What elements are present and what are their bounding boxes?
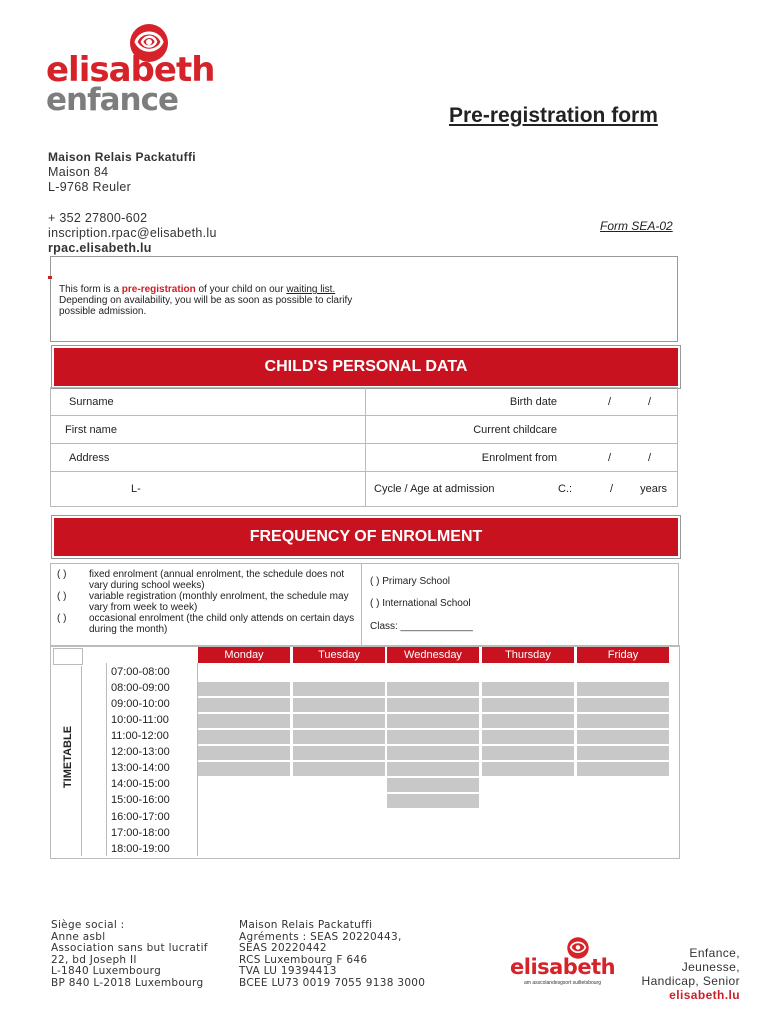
timetable-cell[interactable]	[577, 746, 669, 761]
variable-registration-checkbox[interactable]: ( )	[57, 591, 67, 602]
time-slot-label: 11:00-12:00	[111, 730, 169, 742]
timetable-cell[interactable]	[198, 730, 290, 745]
tagline-line1: Enfance, Jeunesse,	[681, 946, 740, 974]
timetable-cell[interactable]	[198, 698, 290, 713]
timetable-cell[interactable]	[482, 778, 574, 793]
notice-text	[59, 284, 359, 317]
timetable-cell[interactable]	[482, 698, 574, 713]
footer-logo-word: elisabeth	[510, 955, 616, 979]
tagline-website[interactable]: elisabeth.lu	[669, 988, 740, 1002]
international-school-option[interactable]: ( ) International School	[370, 598, 471, 609]
timetable-cell[interactable]	[577, 682, 669, 697]
timetable-side	[53, 666, 82, 856]
footer-mid-line: RCS Luxembourg F 646	[239, 953, 368, 966]
cycle-label: C.:	[558, 483, 573, 495]
time-slot-label: 16:00-17:00	[111, 811, 170, 823]
timetable-cell[interactable]	[293, 762, 385, 777]
enrolment-type-options	[50, 563, 362, 647]
brand-subname: enfance	[46, 82, 178, 118]
timetable-cell[interactable]	[293, 811, 385, 826]
time-slot-label: 17:00-18:00	[111, 827, 170, 839]
timetable-cell[interactable]	[387, 682, 479, 697]
form-number: Form SEA-02	[600, 219, 673, 233]
timetable-cell[interactable]	[293, 794, 385, 809]
notice-highlight: pre-registration	[121, 284, 196, 295]
timetable-cell[interactable]	[577, 762, 669, 777]
footer-left-line: 22, bd Joseph II	[51, 953, 137, 966]
time-slot-label: 13:00-14:00	[111, 762, 170, 774]
notice-marker	[48, 276, 52, 279]
timetable-cell[interactable]	[577, 827, 669, 842]
date-slash: /	[607, 452, 611, 464]
brand-name: elisabeth	[46, 50, 215, 90]
timetable-cell[interactable]	[482, 762, 574, 777]
timetable-cell[interactable]	[387, 843, 479, 858]
cycle-age-label: Cycle / Age at admission	[374, 483, 495, 495]
footer-left-line: Association sans but lucratif	[51, 942, 208, 954]
address-label: Address	[69, 451, 110, 464]
org-address-line1: Maison 84	[48, 165, 109, 179]
footer-mid-line: Maison Relais Packatuffi	[239, 919, 373, 931]
org-email[interactable]: inscription.rpac@elisabeth.lu	[48, 226, 217, 240]
timetable-cell[interactable]	[387, 811, 479, 826]
org-address-line2: L-9768 Reuler	[48, 180, 132, 194]
footer-left-line: L-1840 Luxembourg	[51, 965, 162, 977]
timetable-cell[interactable]	[387, 794, 479, 809]
timetable-cell[interactable]	[577, 698, 669, 713]
footer-tagline	[630, 946, 740, 1002]
time-slot-label: 10:00-11:00	[111, 714, 169, 726]
org-name: Maison Relais Packatuffi	[48, 150, 196, 164]
timetable-cell[interactable]	[198, 762, 290, 777]
personal-data-table	[50, 387, 678, 507]
footer-left-line: BP 840 L-2018 Luxembourg	[51, 976, 204, 989]
timetable-cell[interactable]	[198, 794, 290, 809]
timetable-cell[interactable]	[482, 794, 574, 809]
day-header-friday: Friday	[577, 647, 669, 663]
enrolment-from-field[interactable]	[366, 444, 678, 472]
timetable-cell[interactable]	[577, 666, 669, 681]
primary-school-option[interactable]: ( ) Primary School	[370, 576, 451, 587]
age-slash: /	[610, 483, 614, 495]
timetable-cell[interactable]	[482, 666, 574, 681]
timetable-cell[interactable]	[577, 843, 669, 858]
timetable-cell[interactable]	[293, 682, 385, 697]
timetable-cell[interactable]	[293, 666, 385, 681]
timetable-cell[interactable]	[198, 682, 290, 697]
enrolment-from-label: Enrolment from	[481, 452, 557, 464]
cycle-age-field[interactable]	[366, 472, 678, 507]
time-column	[106, 663, 198, 856]
org-website[interactable]: rpac.elisabeth.lu	[48, 241, 152, 255]
time-slot-label: 18:00-19:00	[111, 843, 170, 855]
variable-registration-label: variable registration (monthly enrolment, the schedule may vary from week to week)	[89, 591, 349, 613]
timetable-cell[interactable]	[577, 811, 669, 826]
timetable-cell[interactable]	[387, 698, 479, 713]
fixed-enrolment-checkbox[interactable]: ( )	[57, 569, 67, 580]
day-header-tuesday: Tuesday	[293, 647, 385, 663]
time-slot-label: 07:00-08:00	[111, 666, 170, 678]
timetable-cell[interactable]	[293, 746, 385, 761]
footer-left-line: Siège social :	[51, 919, 125, 931]
class-field[interactable]: Class: _____________	[370, 621, 473, 632]
first-name-label: First name	[65, 423, 117, 436]
date-slash: /	[647, 452, 651, 464]
timetable-cell[interactable]	[482, 746, 574, 761]
time-slot-label: 12:00-13:00	[111, 746, 170, 758]
years-label: years	[640, 483, 667, 495]
personal-data-header: CHILD'S PERSONAL DATA	[52, 346, 680, 388]
timetable-cell[interactable]	[198, 827, 290, 842]
timetable-cell[interactable]	[293, 730, 385, 745]
timetable-cell[interactable]	[293, 827, 385, 842]
timetable-cell[interactable]	[198, 778, 290, 793]
timetable-cell[interactable]	[198, 746, 290, 761]
timetable-cell[interactable]	[577, 730, 669, 745]
timetable-cell[interactable]	[387, 762, 479, 777]
footer-left-line: Anne asbl	[51, 930, 106, 943]
notice-t3: of your child on our	[195, 284, 287, 295]
notice-t5: Depending on availability, you will be as soon as possible to clarify possible admission.	[59, 295, 353, 317]
timetable-cell[interactable]	[387, 666, 479, 681]
timetable-cell[interactable]	[293, 698, 385, 713]
timetable-cell[interactable]	[387, 714, 479, 729]
timetable-cell[interactable]	[482, 827, 574, 842]
timetable-cell[interactable]	[387, 746, 479, 761]
current-childcare-field[interactable]	[366, 416, 678, 444]
time-slot-label: 14:00-15:00	[111, 778, 170, 790]
occasional-enrolment-checkbox[interactable]: ( )	[57, 613, 67, 624]
surname-field[interactable]	[51, 388, 366, 416]
date-slash: /	[647, 396, 651, 408]
birth-date-label: Birth date	[509, 396, 557, 408]
timetable-cell[interactable]	[293, 843, 385, 858]
current-childcare-label: Current childcare	[473, 423, 557, 436]
footer-logo-subtitle: am asscolandesgsort suiltetsbourg	[524, 980, 601, 986]
notice-waiting-list: waiting list.	[286, 284, 336, 295]
timetable-corner	[53, 648, 83, 665]
page-title: Pre-registration form	[449, 104, 658, 127]
timetable-cell[interactable]	[198, 714, 290, 729]
footer-registration	[239, 920, 425, 989]
postal-prefix: L-	[131, 483, 141, 495]
time-slot-label: 08:00-09:00	[111, 682, 170, 694]
timetable-cell[interactable]	[482, 843, 574, 858]
date-slash: /	[607, 396, 611, 408]
school-options	[361, 563, 679, 647]
day-header-monday: Monday	[198, 647, 290, 663]
tagline-line2: Handicap, Senior	[641, 974, 740, 988]
footer-mid-line: BCEE LU73 0019 7055 9138 3000	[239, 976, 426, 989]
frequency-header: FREQUENCY OF ENROLMENT	[52, 516, 680, 558]
timetable-cell[interactable]	[387, 730, 479, 745]
footer-headquarters	[51, 920, 208, 989]
timetable-cell[interactable]	[293, 778, 385, 793]
timetable-cell[interactable]	[198, 811, 290, 826]
timetable-cell[interactable]	[482, 682, 574, 697]
timetable-label: TIMETABLE	[62, 725, 74, 789]
timetable-cell[interactable]	[482, 811, 574, 826]
footer-mid-line: Agréments : SEAS 20220443,	[239, 930, 402, 943]
notice-t1: This form is a	[59, 284, 122, 295]
address-field[interactable]	[51, 444, 366, 472]
surname-label: Surname	[69, 395, 114, 408]
day-header-wednesday: Wednesday	[387, 647, 479, 663]
timetable-cell[interactable]	[577, 714, 669, 729]
timetable-cell[interactable]	[198, 843, 290, 858]
fixed-enrolment-label: fixed enrolment (annual enrolment, the schedule does not vary during school weeks)	[89, 569, 345, 591]
first-name-field[interactable]	[51, 416, 366, 444]
time-slot-label: 15:00-16:00	[111, 794, 170, 806]
postal-code-field[interactable]	[51, 472, 366, 507]
org-phone: + 352 27800-602	[48, 211, 148, 225]
time-slot-label: 09:00-10:00	[111, 698, 170, 710]
birth-date-field[interactable]	[366, 388, 678, 416]
timetable-cell[interactable]	[387, 778, 479, 793]
footer-mid-line: SEAS 20220442	[239, 942, 327, 954]
timetable-cell[interactable]	[387, 827, 479, 842]
timetable	[50, 645, 680, 859]
timetable-cell[interactable]	[577, 794, 669, 809]
notice-box	[50, 256, 678, 342]
timetable-cell[interactable]	[577, 778, 669, 793]
timetable-cell[interactable]	[293, 714, 385, 729]
footer-mid-line: TVA LU 19394413	[239, 965, 337, 977]
timetable-cell[interactable]	[198, 666, 290, 681]
timetable-cell[interactable]	[482, 714, 574, 729]
occasional-enrolment-label: occasional enrolment (the child only attends on certain days during the month)	[89, 613, 355, 635]
day-header-thursday: Thursday	[482, 647, 574, 663]
timetable-cell[interactable]	[482, 730, 574, 745]
